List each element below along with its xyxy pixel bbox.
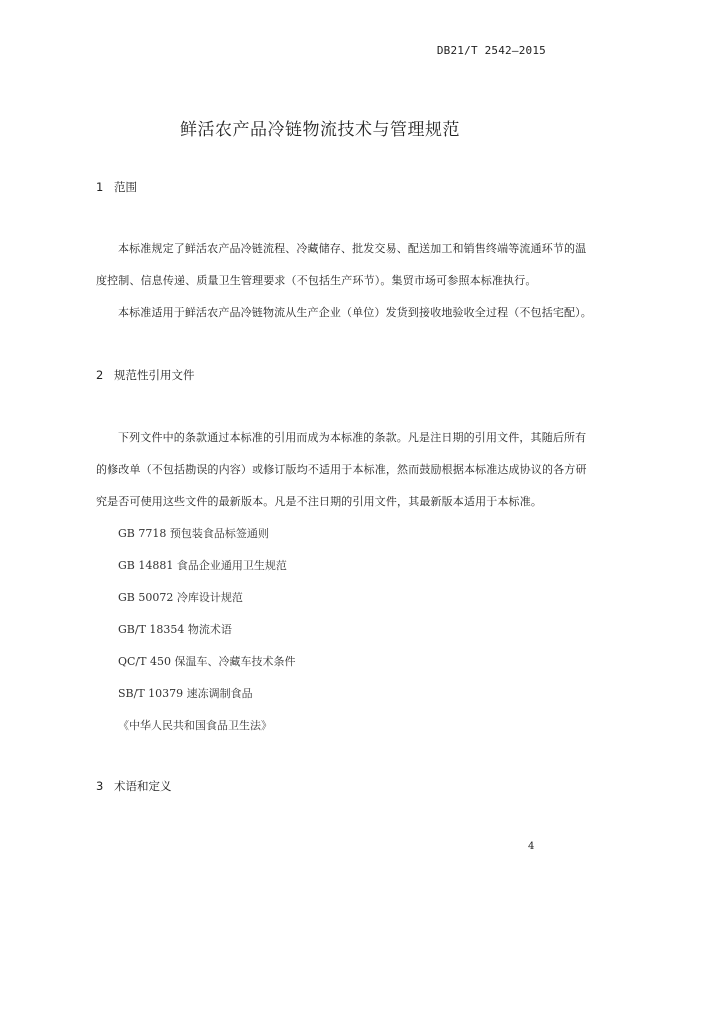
reference-item: 《中华人民共和国食品卫生法》 [118,719,272,732]
reference-item: SB/T 10379 速冻调制食品 [118,687,253,700]
section-1-heading [96,179,137,195]
section-3-heading [96,778,172,794]
document-code: DB21/T 2542—2015 [436,44,546,57]
section-number: 2 [96,368,104,382]
section-number: 3 [96,779,104,793]
references-paragraph-line-2: 的修改单（不包括勘误的内容）或修订版均不适用于本标准，然而鼓励根据本标准达成协议的各方研 [96,463,587,476]
scope-paragraph-2: 本标准适用于鲜活农产品冷链物流从生产企业（单位）发货到接收地验收全过程（不包括宅配）。 [118,306,592,319]
references-paragraph-line-3: 究是否可使用这些文件的最新版本。凡是不注日期的引用文件，其最新版本适用于本标准。 [96,495,542,508]
reference-item: GB 50072 冷库设计规范 [118,591,243,604]
section-title: 规范性引用文件 [114,368,195,382]
page-number: 4 [528,841,535,852]
section-2-heading [96,367,195,383]
references-paragraph-line-1: 下列文件中的条款通过本标准的引用而成为本标准的条款。凡是注日期的引用文件，其随后所有 [118,431,587,444]
document-title: 鲜活农产品冷链物流技术与管理规范 [180,120,460,140]
reference-item: QC/T 450 保温车、冷藏车技术条件 [118,655,296,668]
section-title: 范围 [114,180,137,194]
scope-paragraph-1-line-2: 度控制、信息传递、质量卫生管理要求（不包括生产环节）。集贸市场可参照本标准执行。 [96,274,537,287]
reference-item: GB 7718 预包装食品标签通则 [118,527,269,540]
section-title: 术语和定义 [114,779,172,793]
reference-item: GB/T 18354 物流术语 [118,623,232,636]
reference-item: GB 14881 食品企业通用卫生规范 [118,559,287,572]
section-number: 1 [96,180,104,194]
scope-paragraph-1-line-1: 本标准规定了鲜活农产品冷链流程、冷藏储存、批发交易、配送加工和销售终端等流通环节的温 [118,242,587,255]
